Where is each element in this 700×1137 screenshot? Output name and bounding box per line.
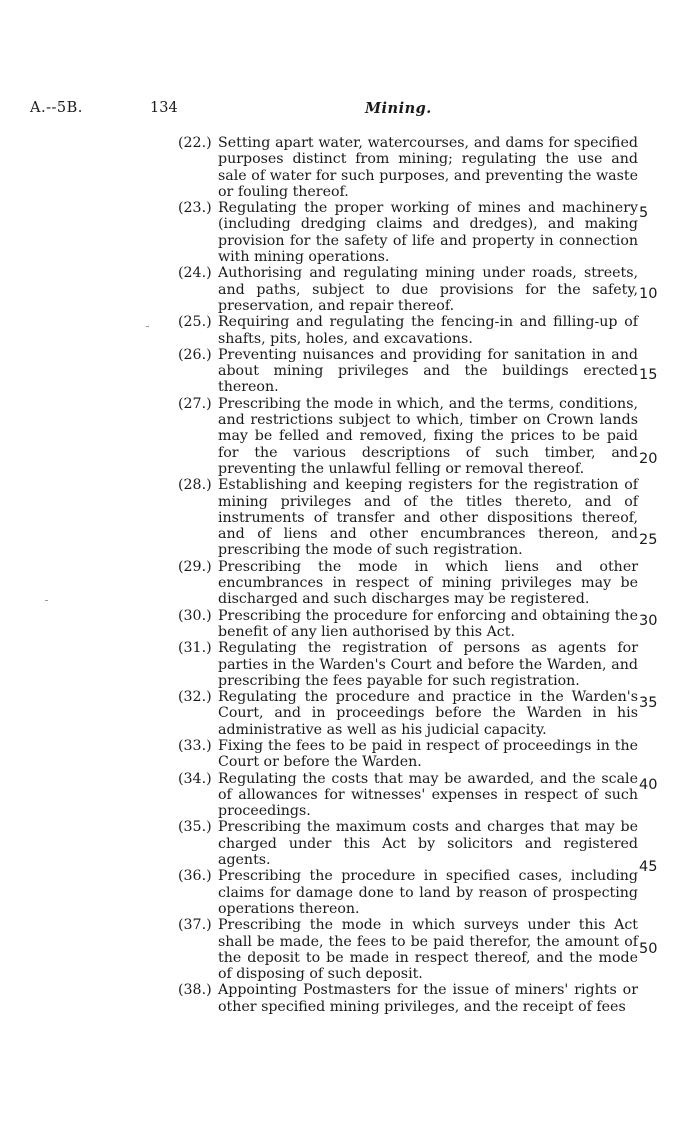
clause-text: Regulating the costs that may be awarded, and the scale of allowances for witnesses' expenses in respect of such proceedings. [218, 770, 638, 820]
line-number-35: 35 [639, 695, 658, 711]
clause-text: Prescribing the mode in which, and the terms, conditions, and restrictions subject to which, timber on Crown lands may be felled and removed, fixing the prices to be paid for the various descriptions of such timber, and preventing the unlawful felling or removal thereof. [218, 395, 638, 477]
line-number-30: 30 [639, 613, 658, 629]
line-number-45: 45 [639, 859, 658, 875]
line-number-40: 40 [639, 777, 658, 793]
page-number: 134 [150, 100, 178, 116]
clause-33 [178, 738, 638, 771]
clause-number: (25.) [178, 314, 212, 331]
clause-number: (34.) [178, 770, 212, 787]
clause-31 [178, 640, 638, 689]
margin-speck [146, 326, 149, 327]
clause-text: Regulating the proper working of mines and machinery (including dredging claims and dredges), and making provision for the safety of life and property in connection with mining operations. [218, 200, 638, 266]
clause-24 [178, 265, 638, 314]
clause-number: (28.) [178, 477, 212, 494]
clause-text: Preventing nuisances and providing for sanitation in and about mining privileges and the buildings erected thereon. [218, 346, 638, 396]
clause-text: Establishing and keeping registers for the registration of mining privileges and of the titles thereto, and of instruments of transfer and other dispositions thereof, and of liens and other encumbrances thereon, and prescribing the mode of such registration. [218, 477, 638, 559]
clause-number: (32.) [178, 689, 212, 706]
clause-number: (27.) [178, 395, 212, 412]
clause-32 [178, 689, 638, 738]
line-number-20: 20 [639, 451, 658, 467]
clause-number: (38.) [178, 982, 212, 999]
line-number-25: 25 [639, 532, 658, 548]
clause-35 [178, 819, 638, 868]
document-reference: A.--5B. [30, 100, 83, 116]
clause-text: Prescribing the procedure in specified cases, including claims for damage done to land by reason of prospecting operations thereon. [218, 868, 638, 917]
clause-26 [178, 347, 638, 396]
clause-number: (29.) [178, 558, 212, 575]
clause-text: Prescribing the mode in which surveys under this Act shall be made, the fees to be paid therefor, the amount of the deposit to be made in respect thereof, and the mode of disposing of such deposit. [218, 917, 638, 983]
clause-29 [178, 559, 638, 608]
clause-number: (26.) [178, 346, 212, 363]
clause-number: (22.) [178, 135, 212, 151]
margin-speck [45, 600, 48, 601]
clause-number: (37.) [178, 917, 212, 934]
clause-27 [178, 396, 638, 477]
clause-text: Prescribing the maximum costs and charges that may be charged under this Act by solicitors and registered agents. [218, 819, 638, 869]
clause-text: Regulating the procedure and practice in the Warden's Court, and in proceedings before the Warden in his administrative as well as his judicial capacity. [218, 689, 638, 738]
clause-number: (36.) [178, 868, 212, 885]
clause-number: (24.) [178, 265, 212, 282]
clause-text: Regulating the registration of persons as agents for parties in the Warden's Court and before the Warden, and prescribing the fees payable for such registration. [218, 640, 638, 689]
clause-text: Authorising and regulating mining under roads, streets, and paths, subject to due provisions for the safety, preservation, and repair thereof. [218, 265, 638, 314]
page-header [0, 100, 700, 122]
clause-text: Prescribing the mode in which liens and other encumbrances in respect of mining privileges may be discharged and such discharges may be registered. [218, 558, 638, 608]
clause-28 [178, 477, 638, 558]
clause-number: (23.) [178, 200, 212, 217]
line-number-10: 10 [639, 286, 658, 302]
line-number-5: 5 [639, 205, 649, 221]
clause-36 [178, 868, 638, 917]
line-number-50: 50 [639, 941, 658, 957]
clause-text: Prescribing the procedure for enforcing and obtaining the benefit of any lien authorised by this Act. [218, 607, 638, 640]
clause-text: Appointing Postmasters for the issue of miners' rights or other specified mining privileges, and the receipt of fees [218, 982, 638, 1015]
line-number-15: 15 [639, 367, 658, 383]
clause-34 [178, 771, 638, 820]
clause-number: (30.) [178, 607, 212, 624]
clause-38 [178, 982, 638, 1015]
clause-23 [178, 200, 638, 265]
clause-number: (31.) [178, 640, 212, 657]
clause-37 [178, 917, 638, 982]
clause-number: (35.) [178, 819, 212, 836]
clause-30 [178, 608, 638, 641]
clause-22 [178, 135, 638, 200]
running-title: Mining. [365, 100, 432, 117]
clause-list [178, 135, 638, 1015]
clause-text: Setting apart water, watercourses, and dams for specified purposes distinct from mining; regulating the use and sale of water for such purposes, and preventing the waste or fouling thereof. [218, 135, 638, 200]
clause-25 [178, 314, 638, 347]
clause-text: Fixing the fees to be paid in respect of proceedings in the Court or before the Warden. [218, 737, 638, 771]
clause-number: (33.) [178, 737, 212, 754]
clause-text: Requiring and regulating the fencing-in and filling-up of shafts, pits, holes, and excavations. [218, 314, 638, 347]
